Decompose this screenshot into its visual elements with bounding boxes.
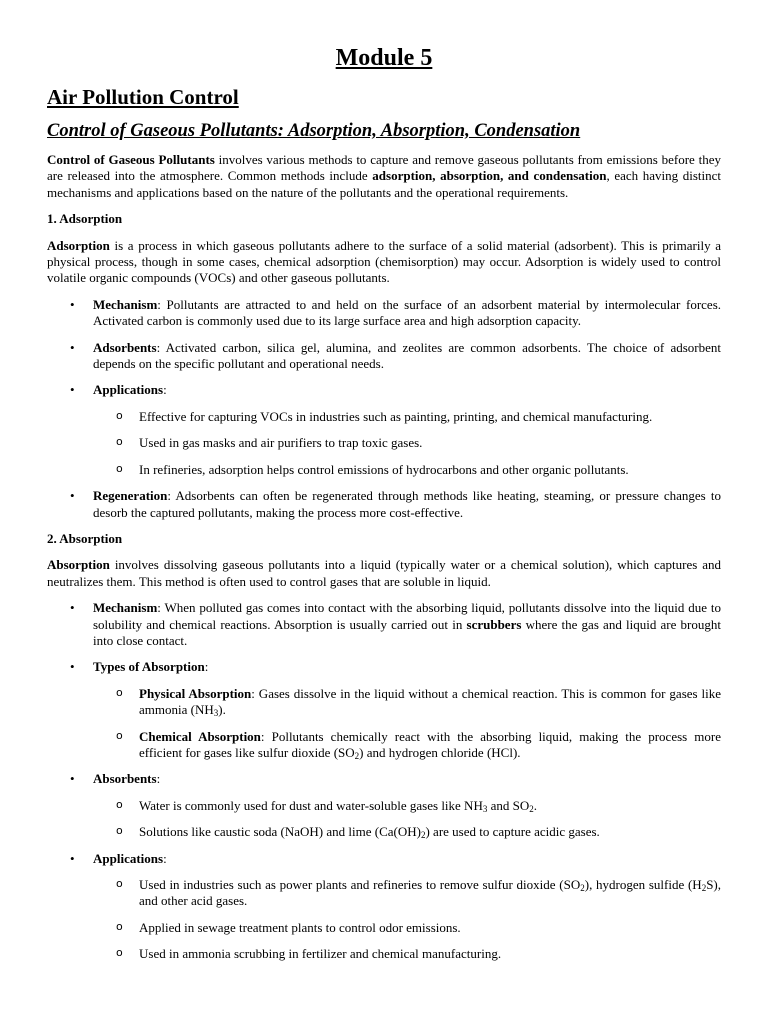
adsorption-applications-label: Applications <box>93 382 164 398</box>
absorption-app-1-text-3: S), and other acid gases. <box>139 877 722 909</box>
absorption-app-1-sub-1: 2 <box>580 883 585 893</box>
adsorption-lead: Adsorption <box>47 237 110 253</box>
list-item <box>93 877 721 910</box>
module-title: Module 5 <box>335 45 433 71</box>
physical-absorption-text-2: ). <box>218 702 226 718</box>
adsorption-applications-list <box>93 409 721 478</box>
list-item <box>93 798 721 814</box>
list-item <box>47 382 721 478</box>
absorbent-1-sub-1: 3 <box>482 803 488 814</box>
absorption-lead: Absorption <box>47 557 110 573</box>
absorption-absorbents-label: Absorbents <box>93 771 157 787</box>
chemical-absorption-label: Chemical Absorption <box>139 728 261 744</box>
absorption-app-1-text-1: Used in industries such as power plants and refineries to remove sulfur dioxide (SO <box>139 877 581 892</box>
list-item <box>47 297 721 330</box>
adsorption-heading: 1. Adsorption <box>47 211 123 227</box>
absorbent-1-text-3: . <box>533 797 537 813</box>
adsorption-regeneration-text: : Adsorbents can often be regenerated through methods like heating, steaming, or pressure changes to desorb the captured pollutants, making the process more cost-effective. <box>93 488 721 520</box>
list-item: o Effective for capturing VOCs in industries such as painting, printing, and chemical manufacturing. <box>93 409 721 425</box>
absorption-applications-list <box>93 877 721 963</box>
adsorption-applications-colon: : <box>163 382 167 398</box>
chemical-absorption-text-1: : Pollutants chemically react with the absorbing liquid, making the process more efficient for gases like sulfur dioxide (SO <box>139 728 722 760</box>
adsorption-regeneration-label: Regeneration <box>93 488 168 504</box>
adsorption-list <box>47 297 721 521</box>
physical-absorption-subscript: 3 <box>213 708 219 719</box>
list-item: o In refineries, adsorption helps control emissions of hydrocarbons and other organic pollutants. <box>93 462 721 478</box>
absorption-absorbents-colon: : <box>156 771 161 787</box>
physical-absorption-text-1: : Gases dissolve in the liquid without a chemical reaction. This is common for gases like ammonia (NH <box>139 685 721 718</box>
absorption-mechanism-text-2: where the gas and liquid are brought into close contact. <box>93 616 721 648</box>
absorption-absorbents-list <box>93 798 721 841</box>
chemical-absorption-text-2: ) and hydrogen chloride (HCl). <box>359 744 521 760</box>
main-title: Air Pollution Control <box>47 85 239 109</box>
absorption-types-colon: : <box>204 659 209 675</box>
list-item <box>47 488 721 521</box>
absorption-applications-label: Applications <box>93 850 164 866</box>
adsorption-paragraph <box>47 238 721 287</box>
document-body <box>47 152 721 973</box>
intro-text-1: involves various methods to capture and remove gaseous pollutants from emissions before they are released into the atmosphere. Common methods include <box>47 152 721 184</box>
list-item <box>93 729 721 762</box>
section-subtitle: Control of Gaseous Pollutants: Adsorption, Absorption, Condensation <box>47 121 581 141</box>
absorption-desc: involves dissolving gaseous pollutants into a liquid (typically water or a chemical solution), which captures and neutralizes them. This method is often used to control gases that are soluble in liquid. <box>47 557 721 589</box>
adsorption-mechanism-text: : Pollutants are attracted to and held on the surface of an adsorbent material by intermolecular forces. Activated carbon is commonly used due to its large surface area and high adsorption capacity. <box>93 296 721 329</box>
absorption-app-1-text-2: ), hydrogen sulfide (H <box>584 877 702 892</box>
adsorption-adsorbents-text: : Activated carbon, silica gel, alumina, and zeolites are common adsorbents. The choice of adsorbent depends on the specific pollutant and operational needs. <box>93 339 721 372</box>
list-item <box>47 851 721 963</box>
adsorption-mechanism-label: Mechanism <box>93 296 158 312</box>
list-item: o Used in gas masks and air purifiers to trap toxic gases. <box>93 435 721 451</box>
intro-text-2: , each having distinct mechanisms and applications based on the nature of the pollutants and the operational requirements. <box>47 168 722 200</box>
list-item <box>47 340 721 373</box>
absorption-mechanism-label: Mechanism <box>93 600 158 616</box>
list-item <box>47 659 721 761</box>
absorption-app-1-sub-2: 2 <box>701 883 707 893</box>
absorbent-1-sub-2: 2 <box>529 803 534 814</box>
absorbent-1-text-1: Water is commonly used for dust and water-soluble gases like NH <box>139 797 483 813</box>
absorbent-2-sub: 2 <box>420 830 426 841</box>
adsorption-adsorbents-label: Adsorbents <box>93 339 157 355</box>
list-item <box>47 771 721 840</box>
absorption-types-label: Types of Absorption <box>93 659 205 675</box>
absorbent-2-text-2: ) are used to capture acidic gases. <box>425 824 600 840</box>
absorption-applications-colon: : <box>163 850 167 866</box>
absorption-types-list <box>93 686 721 762</box>
list-item <box>93 686 721 719</box>
absorption-list <box>47 600 721 963</box>
adsorption-desc: is a process in which gaseous pollutants adhere to the surface of a solid material (adsorbent). This is primarily a physical process, though in some cases, chemical adsorption (chemisorption) may occur. Adsorption is widely used to control volatile organic compounds (VOCs) and other gaseous pollutants. <box>47 237 721 286</box>
absorption-heading: 2. Absorption <box>47 530 123 546</box>
list-item <box>47 600 721 649</box>
intro-methods: adsorption, absorption, and condensation <box>372 168 607 184</box>
list-item <box>93 824 721 840</box>
absorption-mechanism-bold: scrubbers <box>466 616 522 632</box>
absorbent-2-text-1: Solutions like caustic soda (NaOH) and lime (Ca(OH) <box>139 824 421 840</box>
intro-paragraph <box>47 152 721 201</box>
list-item: o Used in ammonia scrubbing in fertilizer and chemical manufacturing. <box>93 946 721 962</box>
intro-lead: Control of Gaseous Pollutants <box>47 152 215 167</box>
absorption-paragraph <box>47 557 721 590</box>
absorption-mechanism-text-1: : When polluted gas comes into contact with the absorbing liquid, pollutants dissolve into the liquid due to solubility and chemical reactions. Absorption is usually carried out in <box>93 600 721 632</box>
absorbent-1-text-2: and SO <box>487 797 530 813</box>
physical-absorption-label: Physical Absorption <box>139 685 252 701</box>
list-item: o Applied in sewage treatment plants to control odor emissions. <box>93 920 721 936</box>
chemical-absorption-subscript: 2 <box>354 750 360 761</box>
